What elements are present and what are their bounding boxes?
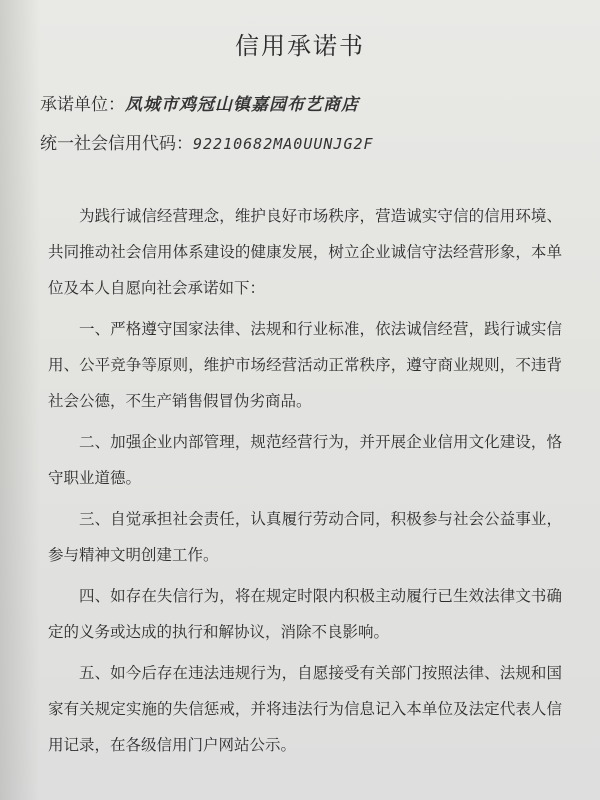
document-title: 信用承诺书 [235, 32, 365, 60]
clause-3: 三、自觉承担社会责任，认真履行劳动合同，积极参与社会公益事业，参与精神文明创建工作。 [48, 510, 562, 564]
promising-unit-label: 承诺单位： [40, 95, 125, 115]
credit-code-label: 统一社会信用代码： [40, 134, 193, 154]
credit-code-value: 92210682MA0UUNJG2F [193, 135, 374, 153]
promising-unit-value: 凤城市鸡冠山镇嘉园布艺商店 [125, 95, 359, 115]
clause-5: 五、如今后存在违法违规行为，自愿接受有关部门按照法律、法规和国家有关规定实施的失信惩戒，并将违法行为信息记入本单位及法定代表人信用记录，在各级信用门户网站公示。 [48, 664, 562, 754]
credit-code-line [40, 129, 374, 154]
clause-4: 四、如存在失信行为，将在规定时限内积极主动履行已生效法律文书确定的义务或达成的执行和解协议，消除不良影响。 [48, 587, 562, 641]
promising-unit-line [40, 90, 359, 115]
clause-1: 一、严格遵守国家法律、法规和行业标准，依法诚信经营，践行诚实信用、公平竞争等原则，维护市场经营活动正常秩序，遵守商业规则，不违背社会公德，不生产销售假冒伪劣商品。 [48, 320, 562, 410]
clause-2: 二、加强企业内部管理，规范经营行为，并开展企业信用文化建设，恪守职业道德。 [48, 433, 562, 487]
document-body [48, 198, 562, 768]
intro-paragraph: 为践行诚信经营理念，维护良好市场秩序，营造诚实守信的信用环境、共同推动社会信用体系建设的健康发展，树立企业诚信守法经营形象，本单位及本人自愿向社会承诺如下： [48, 207, 562, 297]
